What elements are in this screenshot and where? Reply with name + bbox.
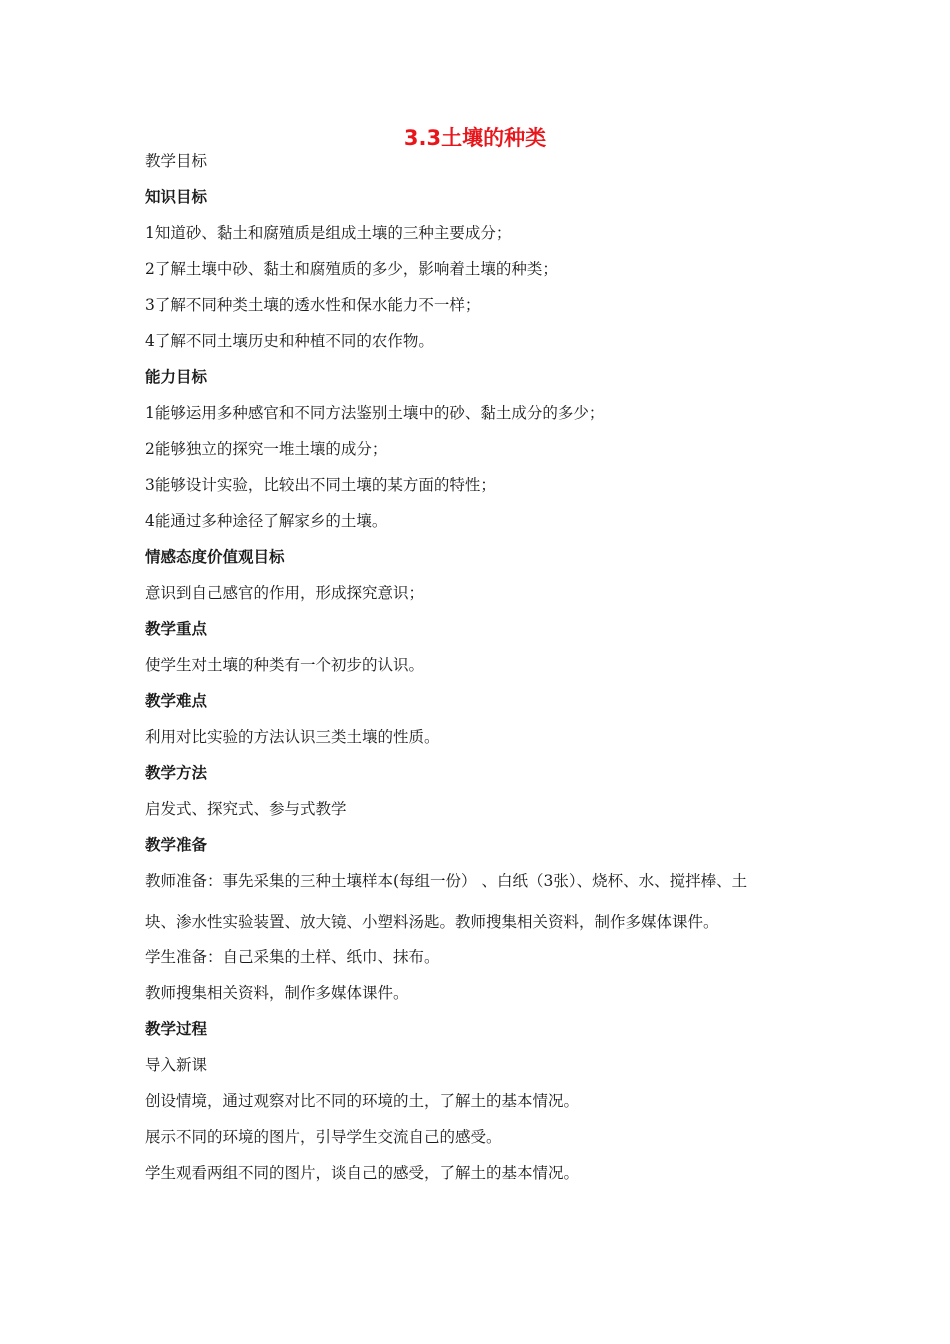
body-line: 学生观看两组不同的图片，谈自己的感受，了解土的基本情况。 xyxy=(145,1164,580,1182)
body-line: 教学目标 xyxy=(145,152,208,170)
section-heading: 教学过程 xyxy=(145,1020,208,1038)
body-line: 块、渗水性实验装置、放大镜、小塑料汤匙。教师搜集相关资料，制作多媒体课件。 xyxy=(145,913,719,931)
section-heading: 能力目标 xyxy=(145,368,208,386)
body-line: 4了解不同土壤历史和种植不同的农作物。 xyxy=(145,332,434,350)
body-line: 教师搜集相关资料，制作多媒体课件。 xyxy=(145,984,409,1002)
section-heading: 教学重点 xyxy=(145,620,208,638)
body-line: 3了解不同种类土壤的透水性和保水能力不一样； xyxy=(145,296,481,314)
body-line: 创设情境，通过观察对比不同的环境的土，了解土的基本情况。 xyxy=(145,1092,580,1110)
body-line: 2了解土壤中砂、黏土和腐殖质的多少，影响着土壤的种类； xyxy=(145,260,558,278)
body-line: 导入新课 xyxy=(145,1056,208,1074)
body-line: 4能通过多种途径了解家乡的土壤。 xyxy=(145,512,388,530)
section-heading: 教学准备 xyxy=(145,836,208,854)
body-line: 3能够设计实验，比较出不同土壤的某方面的特性； xyxy=(145,476,496,494)
body-line: 学生准备：自己采集的土样、纸巾、抹布。 xyxy=(145,948,440,966)
section-heading: 情感态度价值观目标 xyxy=(145,548,285,566)
section-heading: 教学方法 xyxy=(145,764,208,782)
body-line: 使学生对土壤的种类有一个初步的认识。 xyxy=(145,656,425,674)
body-line: 利用对比实验的方法认识三类土壤的性质。 xyxy=(145,728,440,746)
body-line: 2能够独立的探究一堆土壤的成分； xyxy=(145,440,388,458)
document-title: 3.3土壤的种类 xyxy=(403,126,547,150)
body-line: 1能够运用多种感官和不同方法鉴别土壤中的砂、黏土成分的多少； xyxy=(145,404,605,422)
body-line: 启发式、探究式、参与式教学 xyxy=(145,800,347,818)
section-heading: 知识目标 xyxy=(145,188,208,206)
body-line: 1知道砂、黏土和腐殖质是组成土壤的三种主要成分； xyxy=(145,224,512,242)
section-heading: 教学难点 xyxy=(145,692,208,710)
body-line: 意识到自己感官的作用，形成探究意识； xyxy=(145,584,425,602)
body-line: 教师准备：事先采集的三种土壤样本(每组一份） 、白纸（3张）、烧杯、水、搅拌棒、土 xyxy=(145,872,748,890)
body-line: 展示不同的环境的图片，引导学生交流自己的感受。 xyxy=(145,1128,502,1146)
